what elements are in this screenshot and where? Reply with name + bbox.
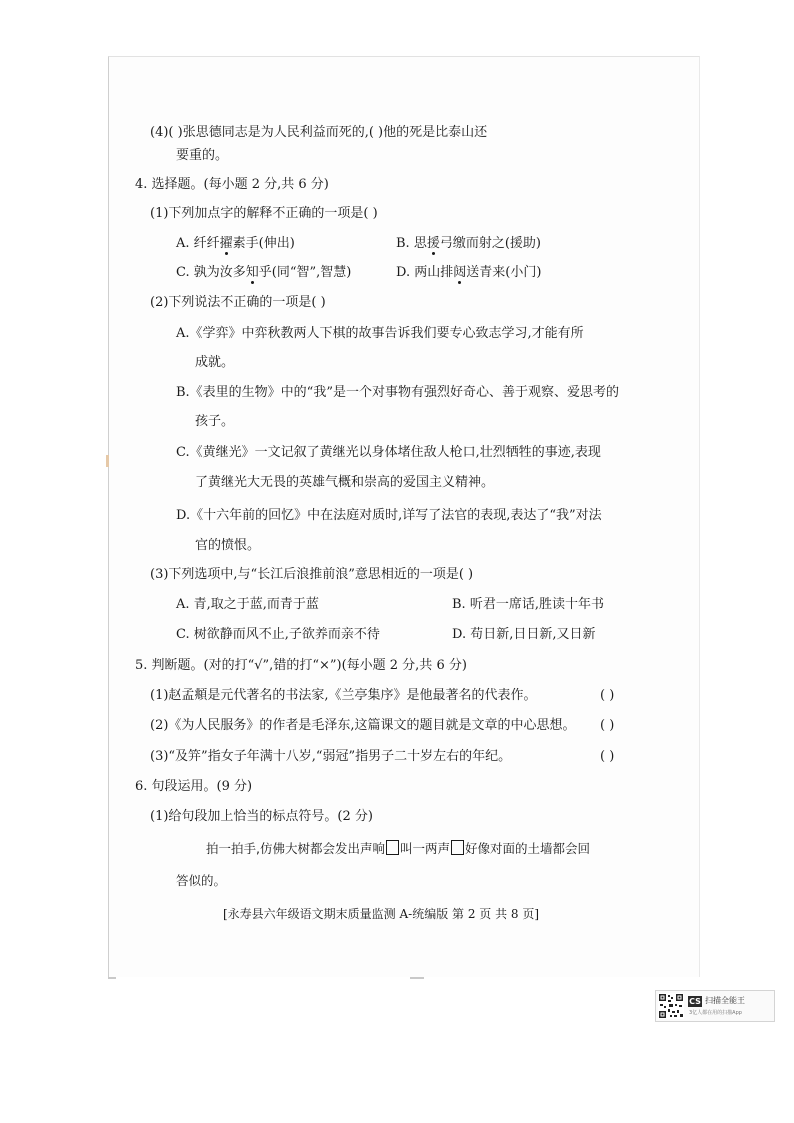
q4-s2-option-a-line2: 成就。 (195, 355, 235, 370)
opt-text: 素手(伸出) (232, 236, 295, 251)
q4-s3-option-d: D. 苟日新,日日新,又日新 (452, 627, 596, 642)
q5-item1-answer-paren: ( ) (600, 688, 615, 703)
q4-s1-stem: (1)下列加点字的解释不正确的一项是( ) (150, 206, 378, 221)
q4-s1-option-a (176, 235, 295, 253)
scanner-tagline: 3亿人都在用的扫描App (689, 1010, 742, 1016)
scanner-watermark (655, 990, 775, 1022)
scanner-app-name: 扫描全能王 (705, 996, 745, 1005)
opt-text: B. 思 (396, 236, 427, 251)
q4-s2-option-c-line2: 了黄继光大无畏的英雄气概和崇高的爱国主义精神。 (195, 475, 495, 490)
q5-item3-answer-paren: ( ) (600, 749, 615, 764)
punctuation-box-2[interactable] (451, 840, 464, 855)
q4-s3-option-c: C. 树欲静而风不止,子欲养而亲不待 (176, 627, 380, 642)
emphasis-char: 闼 (453, 265, 467, 280)
q6-passage-line1 (206, 840, 590, 858)
q5-item2-answer-paren: ( ) (600, 718, 615, 733)
q4-s3-option-a: A. 青,取之于蓝,而青于蓝 (176, 597, 319, 612)
q5-item3: (3)“及笄”指女子年满十八岁,“弱冠”指男子二十岁左右的年纪。 (150, 749, 512, 764)
q6-passage-line2: 答似的。 (176, 873, 227, 888)
q4-s1-option-b (396, 235, 541, 253)
q4-s2-option-a-line1: A.《学弈》中弈秋教两人下棋的故事告诉我们要专心致志学习,才能有所 (176, 326, 584, 341)
scan-speck (108, 977, 116, 979)
emphasis-char: 擢 (219, 236, 233, 251)
passage-text: 拍一拍手,仿佛大树都会发出声响 (206, 841, 385, 856)
opt-text: 乎(同“智”,智慧) (258, 265, 352, 280)
q4-s1-option-d (396, 264, 541, 282)
opt-text: D. 两山排 (396, 265, 454, 280)
q5-heading: 5. 判断题。(对的打“√”,错的打“×”)(每小题 2 分,共 6 分) (135, 658, 467, 673)
scan-speck (106, 455, 109, 467)
opt-text: A. 纤纤 (176, 236, 220, 251)
q4-s2-option-b-line2: 孩子。 (195, 414, 235, 429)
q5-item1: (1)赵孟頫是元代著名的书法家,《兰亭集序》是他最著名的代表作。 (150, 688, 537, 703)
passage-text: 好像对面的土墙都会回 (465, 841, 591, 856)
q5-item2: (2)《为人民服务》的作者是毛泽东,这篇课文的题目就是文章的中心思想。 (150, 718, 576, 733)
q4-s2-option-c-line1: C.《黄继光》一文记叙了黄继光以身体堵住敌人枪口,壮烈牺牲的事迹,表现 (176, 445, 601, 460)
q3-item4-line1: (4)( )张思德同志是为人民利益而死的,( )他的死是比泰山还 (150, 125, 488, 140)
q4-s2-option-d-line1: D.《十六年前的回忆》中在法庭对质时,详写了法官的表现,表达了“我”对法 (176, 508, 602, 523)
q4-s3-option-b: B. 听君一席话,胜读十年书 (452, 597, 604, 612)
q4-s2-option-d-line2: 官的愤恨。 (195, 538, 261, 553)
q3-item4-line2: 要重的。 (176, 148, 229, 163)
q6-heading: 6. 句段运用。(9 分) (135, 779, 253, 794)
scanner-logo-badge: CS (689, 997, 701, 1006)
page-footer: [永寿县六年级语文期末质量监测 A-统编版 第 2 页 共 8 页] (223, 907, 540, 921)
q4-s3-stem: (3)下列选项中,与“长江后浪推前浪”意思相近的一项是( ) (150, 567, 474, 582)
q4-s1-option-c (176, 264, 351, 282)
qr-code-icon (658, 993, 684, 1019)
opt-text: 送青来(小门) (466, 265, 542, 280)
q4-heading: 4. 选择题。(每小题 2 分,共 6 分) (135, 177, 329, 192)
punctuation-box-1[interactable] (386, 840, 399, 855)
opt-text: C. 孰为汝多 (176, 265, 246, 280)
q6-s1-stem: (1)给句段加上恰当的标点符号。(2 分) (150, 809, 373, 824)
scan-speck (410, 977, 424, 979)
opt-text: 弓缴而射之(援助) (439, 236, 541, 251)
emphasis-char: 知 (245, 265, 259, 280)
emphasis-char: 援 (426, 236, 440, 251)
q4-s2-stem: (2)下列说法不正确的一项是( ) (150, 295, 326, 310)
q4-s2-option-b-line1: B.《表里的生物》中的“我”是一个对事物有强烈好奇心、善于观察、爱思考的 (176, 385, 619, 400)
passage-text: 叫一两声 (399, 841, 450, 856)
